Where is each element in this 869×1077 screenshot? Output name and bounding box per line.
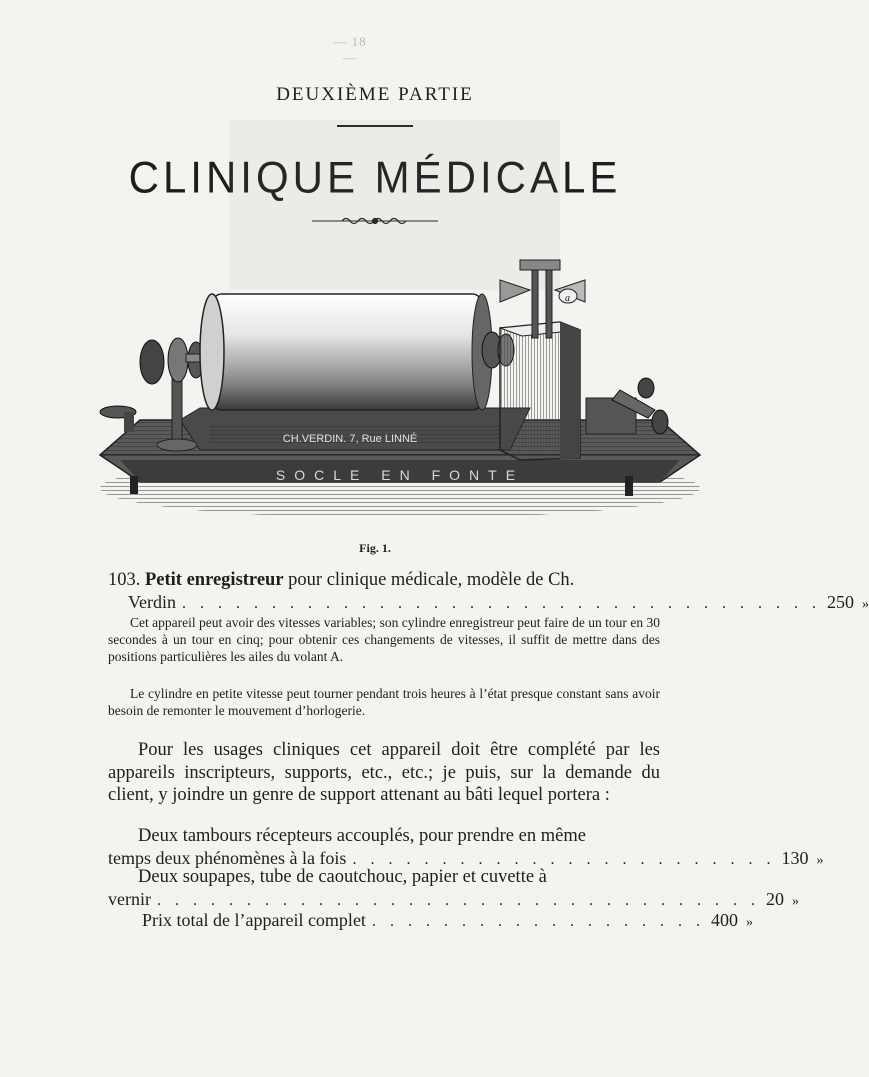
item-heading <box>108 569 660 591</box>
recording-apparatus-illustration <box>60 250 720 530</box>
price-mark: » <box>862 597 869 612</box>
item-price: 250 <box>827 592 854 612</box>
dot-leader: . . . . . . . . . . . . . . . . . . . . . . . . . . . . . . . . . . . . <box>182 595 821 612</box>
usage-paragraph: Pour les usages cliniques cet appareil doit être complété par les appareils inscripteurs, supports, etc., etc.; je puis, sur la demande du client, y joindre un genre de support attenant au bâti lequel portera : <box>108 740 660 805</box>
option-1-price: 130 <box>781 848 809 868</box>
item-description: pour clinique médicale, modèle de Ch. <box>288 570 575 590</box>
dot-leader: . . . . . . . . . . . . . . . . . . . <box>371 913 705 930</box>
note-paragraph-2: Le cylindre en petite vitesse peut tourner pendant trois heures à l’état presque constant sans avoir besoin de remonter le mouvement d’horlogerie. <box>108 686 660 718</box>
engraving-top-text: CH.VERDIN. 7, Rue LINNÉ <box>282 433 418 445</box>
item-number: 103. <box>108 570 141 590</box>
item-name: Petit enregistreur <box>145 570 284 590</box>
option-2-label: vernir <box>108 889 151 909</box>
price-mark: » <box>816 853 824 868</box>
page-title: CLINIQUE MÉDICALE <box>128 152 622 203</box>
price-mark: » <box>745 915 753 930</box>
option-1-text: Deux tambours récepteurs accouplés, pour prendre en même <box>138 826 586 846</box>
price-mark: » <box>791 894 799 909</box>
flywheel-label: a <box>565 293 570 304</box>
dot-leader: . . . . . . . . . . . . . . . . . . . . . . . . <box>352 851 776 868</box>
total-price-line <box>142 909 753 934</box>
total-label: Prix total de l’appareil complet <box>142 910 366 930</box>
option-2-text: Deux soupapes, tube de caoutchouc, papier et cuvette à <box>138 867 547 887</box>
figure-caption: Fig. 1. <box>359 541 391 555</box>
note-paragraph-1: Cet appareil peut avoir des vitesses variables; son cylindre enregistreur peut faire de un tour en 30 secondes à un tour en cinq; pour obtenir ces changements de vitesses, il suffit de mettre dans des positions particulières les ailes du volant A. <box>108 615 660 664</box>
engraving-base-text: SOCLE EN FONTE <box>275 467 525 483</box>
item-price-label: Verdin <box>128 592 176 612</box>
total-price: 400 <box>710 910 738 930</box>
page-number: — 18 — <box>333 34 367 65</box>
item-price-line <box>128 591 869 616</box>
dot-leader: . . . . . . . . . . . . . . . . . . . . . . . . . . . . . . . . . . <box>156 892 760 909</box>
part-heading: DEUXIÈME PARTIE <box>276 84 474 105</box>
option-2-price: 20 <box>765 889 784 909</box>
option-1-label: temps deux phénomènes à la fois <box>108 848 347 868</box>
